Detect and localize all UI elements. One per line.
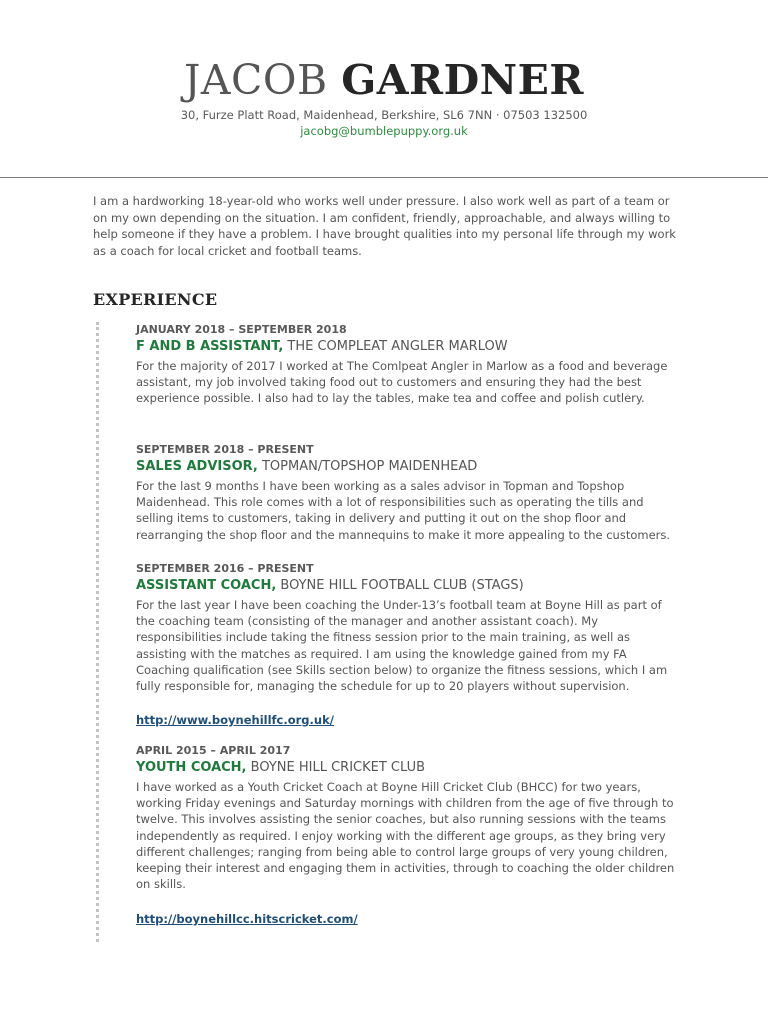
job-date: SEPTEMBER 2018 – PRESENT <box>136 443 314 456</box>
job-role: F AND B ASSISTANT, <box>136 339 284 354</box>
contact-address: 30, Furze Platt Road, Maidenhead, Berkshire, SL6 7NN · 07503 132500 <box>180 108 588 122</box>
job-employer: TOPMAN/TOPSHOP MAIDENHEAD <box>257 459 478 474</box>
job-date: JANUARY 2018 – SEPTEMBER 2018 <box>136 323 347 336</box>
first-name: JACOB <box>184 56 328 104</box>
job-title <box>136 458 676 476</box>
job-description: I have worked as a Youth Cricket Coach at Boyne Hill Cricket Club (BHCC) for two years, working Friday evenings and Saturday mornings with children from the age of five through to twelve. This involves assisting the senior coaches, but also running sessions with the teams independently as required. I enjoy working with the different age groups, as they bring very different challenges; ranging from being able to control large groups of very young children, keeping their interest and engaging them in activities, through to coaching the older children on skills. <box>136 780 675 892</box>
contact-email[interactable]: jacobg@bumblepuppy.org.uk <box>300 124 468 138</box>
job-entry <box>136 561 676 727</box>
resume-header <box>0 56 768 139</box>
job-entry <box>136 322 676 407</box>
job-employer: THE COMPLEAT ANGLER MARLOW <box>283 339 508 354</box>
job-description: For the majority of 2017 I worked at The Comlpeat Angler in Marlow as a food and beverage assistant, my job involved taking food out to customers and ensuring they had the best experience possible. I also had to lay the tables, make tea and coffee and polish cutlery. <box>136 359 668 406</box>
job-role: SALES ADVISOR, <box>136 459 258 474</box>
job-description: For the last year I have been coaching the Under-13’s football team at Boyne Hill as part of the coaching team (consisting of the manager and another assistant coach). My responsibilities include taking the fitness session prior to the main training, as well as assisting with the matches as required. I am using the knowledge gained from my FA Coaching qualification (see Skills section below) to organize the fitness sessions, which I am fully responsible for, managing the schedule for up to 20 players without supervision. <box>136 598 668 694</box>
job-entry <box>136 442 676 543</box>
job-role: YOUTH COACH, <box>136 760 247 775</box>
profile-summary: I am a hardworking 18-year-old who works well under pressure. I also work well as part of a team or on my own depending on the situation. I am confident, friendly, approachable, and always willing to help someone if they have a problem. I have brought qualities into my personal life through my work as a coach for local cricket and football teams. <box>93 194 676 258</box>
job-date: APRIL 2015 – APRIL 2017 <box>136 744 291 757</box>
experience-timeline-line <box>96 322 99 942</box>
job-role: ASSISTANT COACH, <box>136 578 277 593</box>
job-employer: BOYNE HILL CRICKET CLUB <box>246 760 426 775</box>
job-employer: BOYNE HILL FOOTBALL CLUB (STAGS) <box>276 578 524 593</box>
candidate-name <box>0 56 768 104</box>
last-name: GARDNER <box>341 56 584 104</box>
experience-heading: EXPERIENCE <box>93 290 218 309</box>
header-divider <box>0 177 768 178</box>
club-website-link[interactable]: http://boynehillcc.hitscricket.com/ <box>136 912 358 926</box>
job-description: For the last 9 months I have been working as a sales advisor in Topman and Topshop Maidenhead. This role comes with a lot of responsibilities such as operating the tills and selling items to customers, taking in delivery and putting it out on the shop floor and rearranging the shop floor and the mannequins to make it more appealing to the customers. <box>136 479 671 542</box>
job-date: SEPTEMBER 2016 – PRESENT <box>136 562 314 575</box>
job-entry <box>136 743 676 926</box>
club-website-link[interactable]: http://www.boynehillfc.org.uk/ <box>136 713 334 727</box>
job-title <box>136 338 676 356</box>
job-title <box>136 759 676 777</box>
job-title <box>136 577 676 595</box>
